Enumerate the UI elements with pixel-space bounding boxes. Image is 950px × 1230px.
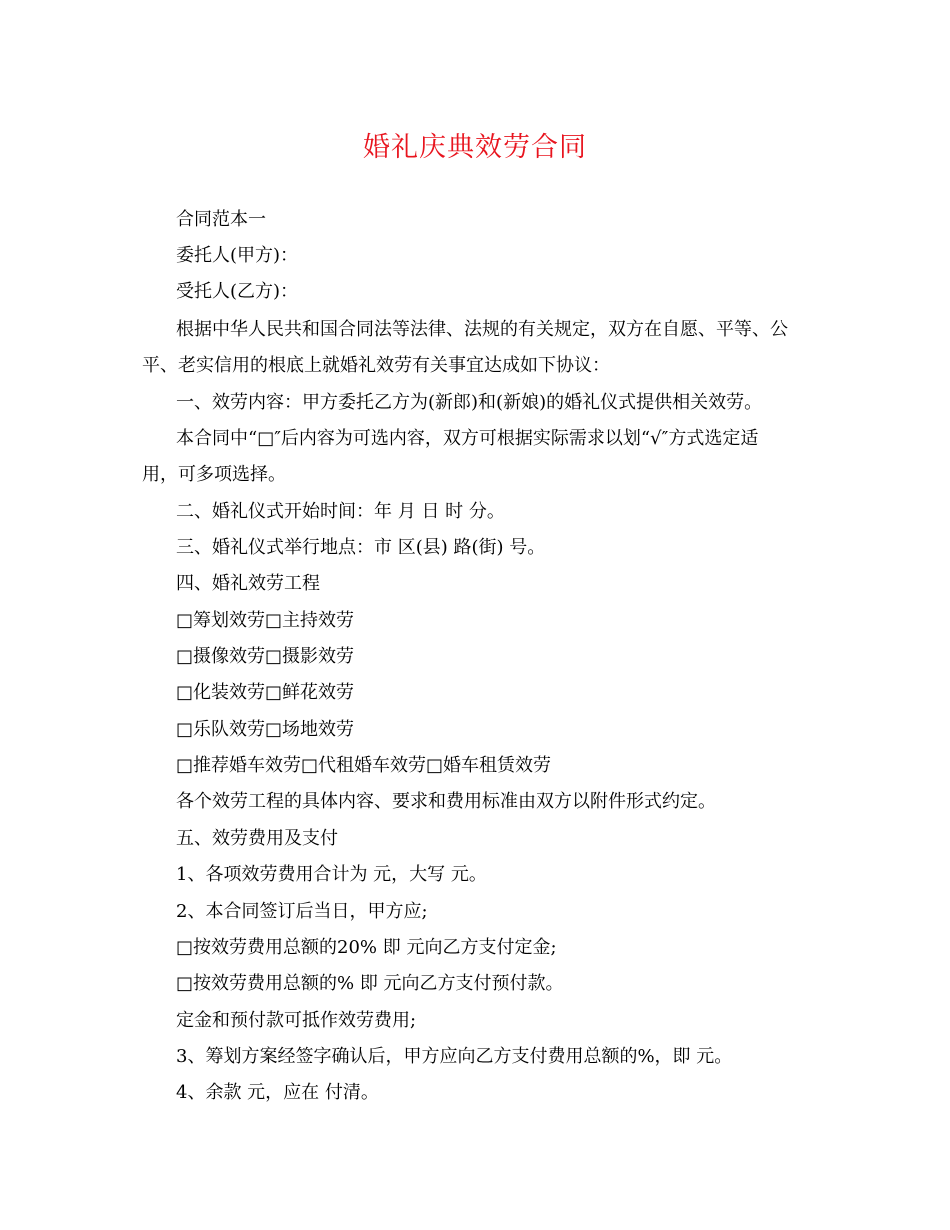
text-line: 4、余款 元，应在 付清。 xyxy=(176,1082,379,1103)
text-line: 合同范本一 xyxy=(176,209,266,230)
text-line: 平、老实信用的根底上就婚礼效劳有关事宜达成如下协议： xyxy=(142,355,610,376)
text-line: □乐队效劳□场地效劳 xyxy=(176,719,355,740)
text-line: 三、婚礼仪式举行地点：市 区(县) 路(街) 号。 xyxy=(176,537,546,558)
text-line: 本合同中“□″后内容为可选内容，双方可根据实际需求以划“√″方式选定适 xyxy=(176,428,759,449)
document-title: 婚礼庆典效劳合同 xyxy=(363,132,587,163)
text-line: 根据中华人民共和国合同法等法律、法规的有关规定，双方在自愿、平等、公 xyxy=(176,319,788,340)
text-line: 一、效劳内容：甲方委托乙方为(新郎)和(新娘)的婚礼仪式提供相关效劳。 xyxy=(176,392,763,413)
text-line: 委托人(甲方)： xyxy=(176,245,299,266)
text-line: 五、效劳费用及支付 xyxy=(176,828,338,849)
text-line: 用，可多项选择。 xyxy=(142,464,286,485)
text-line: 受托人(乙方)： xyxy=(176,281,299,302)
text-line: 定金和预付款可抵作效劳费用; xyxy=(176,1010,417,1031)
text-line: 2、本合同签订后当日，甲方应; xyxy=(176,901,428,922)
text-line: 3、筹划方案经签字确认后，甲方应向乙方支付费用总额的%，即 元。 xyxy=(176,1046,733,1067)
text-line: 四、婚礼效劳工程 xyxy=(176,573,320,594)
text-line: 各个效劳工程的具体内容、要求和费用标准由双方以附件形式约定。 xyxy=(176,791,716,812)
text-line: 二、婚礼仪式开始时间：年 月 日 时 分。 xyxy=(176,501,505,522)
text-line: □推荐婚车效劳□代租婚车效劳□婚车租赁效劳 xyxy=(176,755,552,776)
text-line: 1、各项效劳费用合计为 元，大写 元。 xyxy=(176,864,487,885)
text-line: □按效劳费用总额的20% 即 元向乙方支付定金; xyxy=(176,937,557,958)
text-line: □按效劳费用总额的% 即 元向乙方支付预付款。 xyxy=(176,973,564,994)
text-line: □化装效劳□鲜花效劳 xyxy=(176,682,355,703)
text-line: □摄像效劳□摄影效劳 xyxy=(176,646,355,667)
text-line: □筹划效劳□主持效劳 xyxy=(176,610,355,631)
